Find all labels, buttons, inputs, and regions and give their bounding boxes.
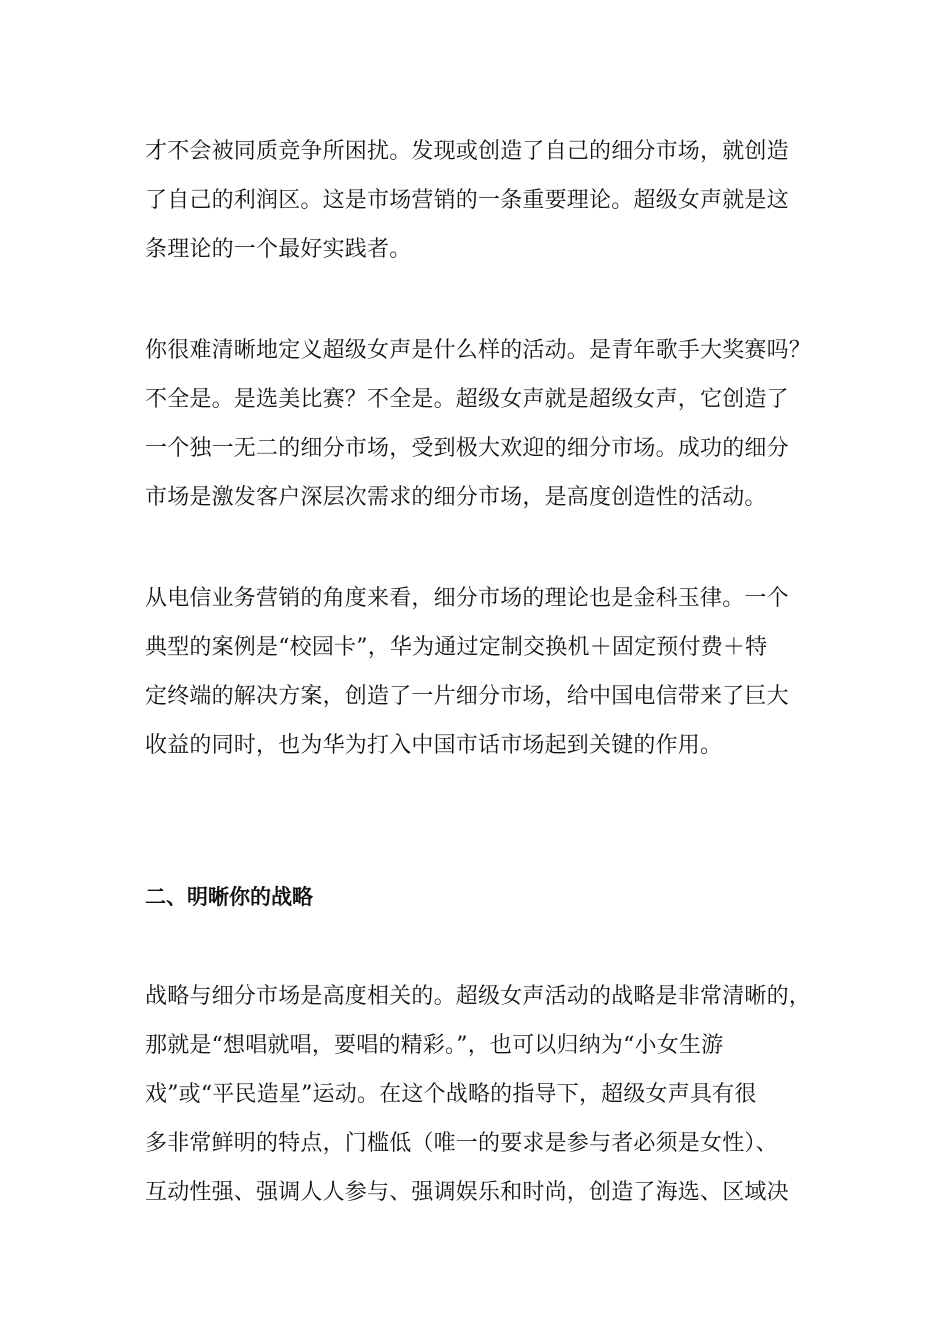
paragraph-3-line-3: 定终端的解决方案，创造了一片细分市场，给中国电信带来了巨大 <box>145 684 789 709</box>
section-paragraph-line-5: 互动性强、强调人人参与、强调娱乐和时尚，创造了海选、区域决 <box>145 1180 789 1205</box>
section-paragraph-line-2: 那就是“想唱就唱，要唱的精彩。”，也可以归纳为“小女生游 <box>145 1033 724 1058</box>
paragraph-3-line-2: 典型的案例是“校园卡”，华为通过定制交换机＋固定预付费＋特 <box>145 635 768 660</box>
section-heading: 二、明晰你的战略 <box>145 884 313 909</box>
section-paragraph-line-3: 戏”或“平民造星”运动。在这个战略的指导下，超级女声具有很 <box>145 1082 757 1107</box>
paragraph-1-line-2: 了自己的利润区。这是市场营销的一条重要理论。超级女声就是这 <box>145 188 789 213</box>
paragraph-2-line-1: 你很难清晰地定义超级女声是什么样的活动。是青年歌手大奖赛吗？ <box>145 338 812 363</box>
paragraph-2-line-2: 不全是。是选美比赛？不全是。超级女声就是超级女声，它创造了 <box>145 387 789 412</box>
paragraph-1-line-3: 条理论的一个最好实践者。 <box>145 237 412 262</box>
paragraph-3-line-1: 从电信业务营销的角度来看，细分市场的理论也是金科玉律。一个 <box>145 586 789 611</box>
paragraph-2-line-4: 市场是激发客户深层次需求的细分市场，是高度创造性的活动。 <box>145 485 767 510</box>
section-paragraph-line-4: 多非常鲜明的特点，门槛低（唯一的要求是参与者必须是女性）、 <box>145 1131 778 1156</box>
paragraph-2-line-3: 一个独一无二的细分市场，受到极大欢迎的细分市场。成功的细分 <box>145 436 789 461</box>
paragraph-1-line-1: 才不会被同质竞争所困扰。发现或创造了自己的细分市场，就创造 <box>145 139 789 164</box>
paragraph-3-line-4: 收益的同时，也为华为打入中国市话市场起到关键的作用。 <box>145 733 723 758</box>
section-paragraph-line-1: 战略与细分市场是高度相关的。超级女声活动的战略是非常清晰的， <box>145 984 812 1009</box>
